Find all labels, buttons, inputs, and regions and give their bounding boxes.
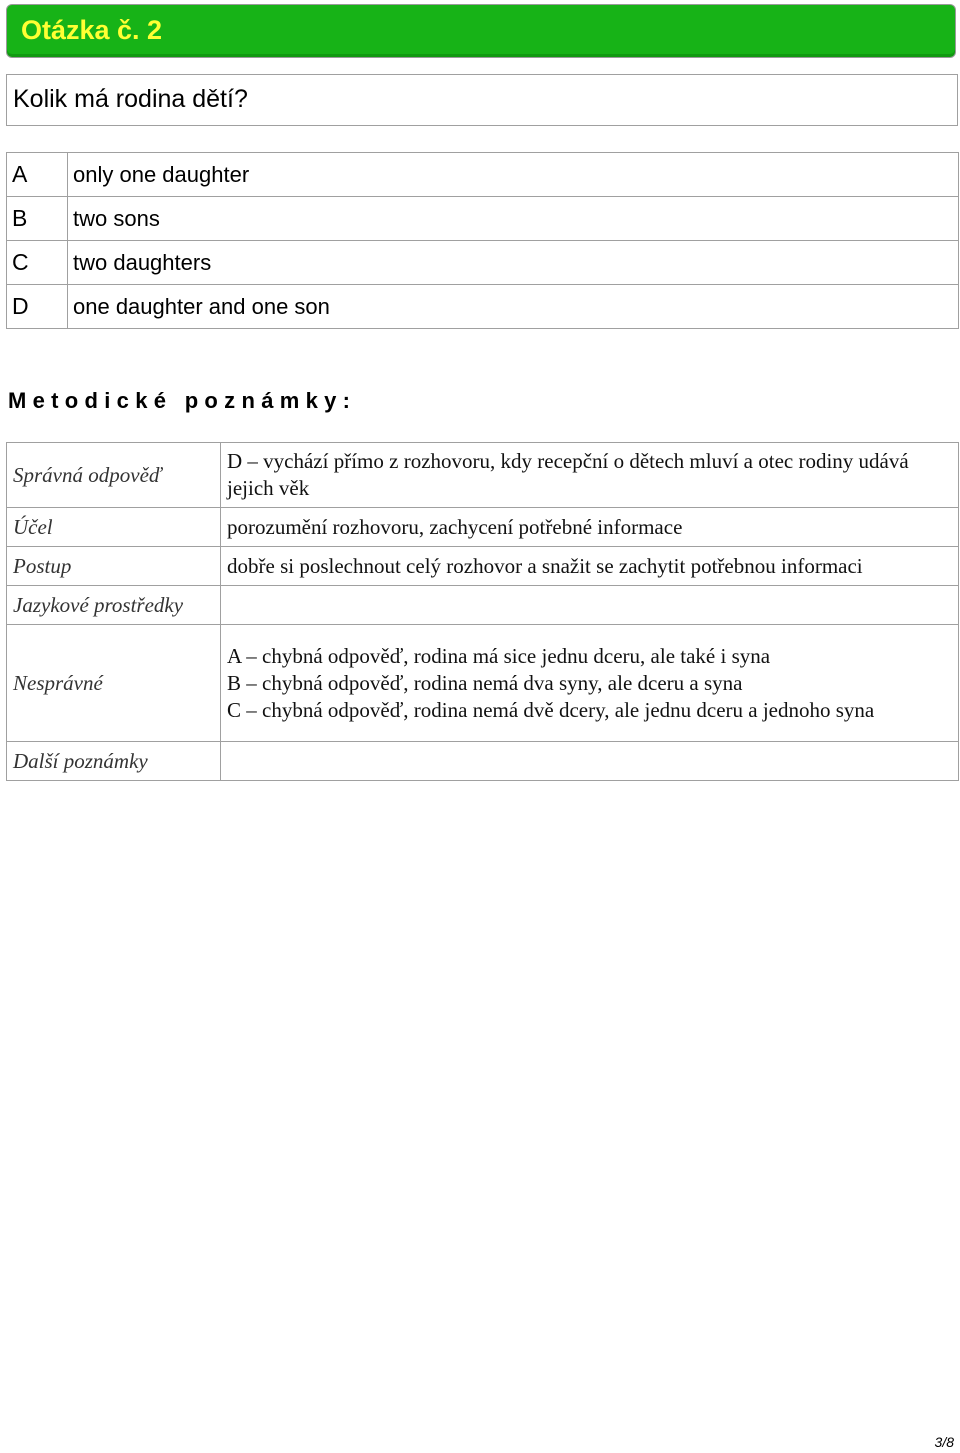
- notes-row-language: [7, 586, 959, 625]
- notes-row-other: [7, 742, 959, 781]
- answer-options-table: [6, 152, 959, 329]
- incorrect-note-b: B – chybná odpověď, rodina nemá dva syny, ale dceru a syna: [227, 670, 743, 695]
- incorrect-label: Nesprávné: [7, 625, 221, 742]
- question-header: [6, 4, 956, 58]
- question-box: [6, 74, 958, 126]
- correct-answer-label: Správná odpověď: [7, 443, 221, 508]
- correct-answer-value: D – vychází přímo z rozhovoru, kdy recepční o dětech mluví a otec rodiny udává jejich věk: [221, 443, 959, 508]
- question-number-title: Otázka č. 2: [21, 15, 163, 45]
- notes-row-procedure: [7, 547, 959, 586]
- language-means-value: [221, 586, 959, 625]
- answer-letter: A: [7, 153, 68, 197]
- procedure-label: Postup: [7, 547, 221, 586]
- answer-row[interactable]: [7, 241, 959, 285]
- answer-text: two daughters: [68, 241, 959, 285]
- methodic-notes-heading: Metodické poznámky:: [8, 388, 357, 413]
- incorrect-note-a: A – chybná odpověď, rodina má sice jednu dceru, ale také i syna: [227, 643, 771, 668]
- page-number: 3/8: [934, 1434, 954, 1450]
- answer-letter: B: [7, 197, 68, 241]
- answer-row[interactable]: [7, 285, 959, 329]
- language-means-label: Jazykové prostředky: [7, 586, 221, 625]
- answer-text: two sons: [68, 197, 959, 241]
- incorrect-value: [221, 625, 959, 742]
- notes-row-correct: [7, 443, 959, 508]
- procedure-value: dobře si poslechnout celý rozhovor a snažit se zachytit potřebnou informaci: [221, 547, 959, 586]
- notes-row-incorrect: [7, 625, 959, 742]
- methodic-notes-table: [6, 442, 959, 781]
- answer-letter: C: [7, 241, 68, 285]
- answer-row[interactable]: [7, 153, 959, 197]
- purpose-value: porozumění rozhovoru, zachycení potřebné informace: [221, 508, 959, 547]
- answer-text: only one daughter: [68, 153, 959, 197]
- notes-row-purpose: [7, 508, 959, 547]
- answer-row[interactable]: [7, 197, 959, 241]
- other-notes-label: Další poznámky: [7, 742, 221, 781]
- answer-text: one daughter and one son: [68, 285, 959, 329]
- purpose-label: Účel: [7, 508, 221, 547]
- answer-letter: D: [7, 285, 68, 329]
- incorrect-note-c: C – chybná odpověď, rodina nemá dvě dcery, ale jednu dceru a jednoho syna: [227, 697, 875, 722]
- other-notes-value: [221, 742, 959, 781]
- question-text: Kolik má rodina dětí?: [13, 85, 248, 113]
